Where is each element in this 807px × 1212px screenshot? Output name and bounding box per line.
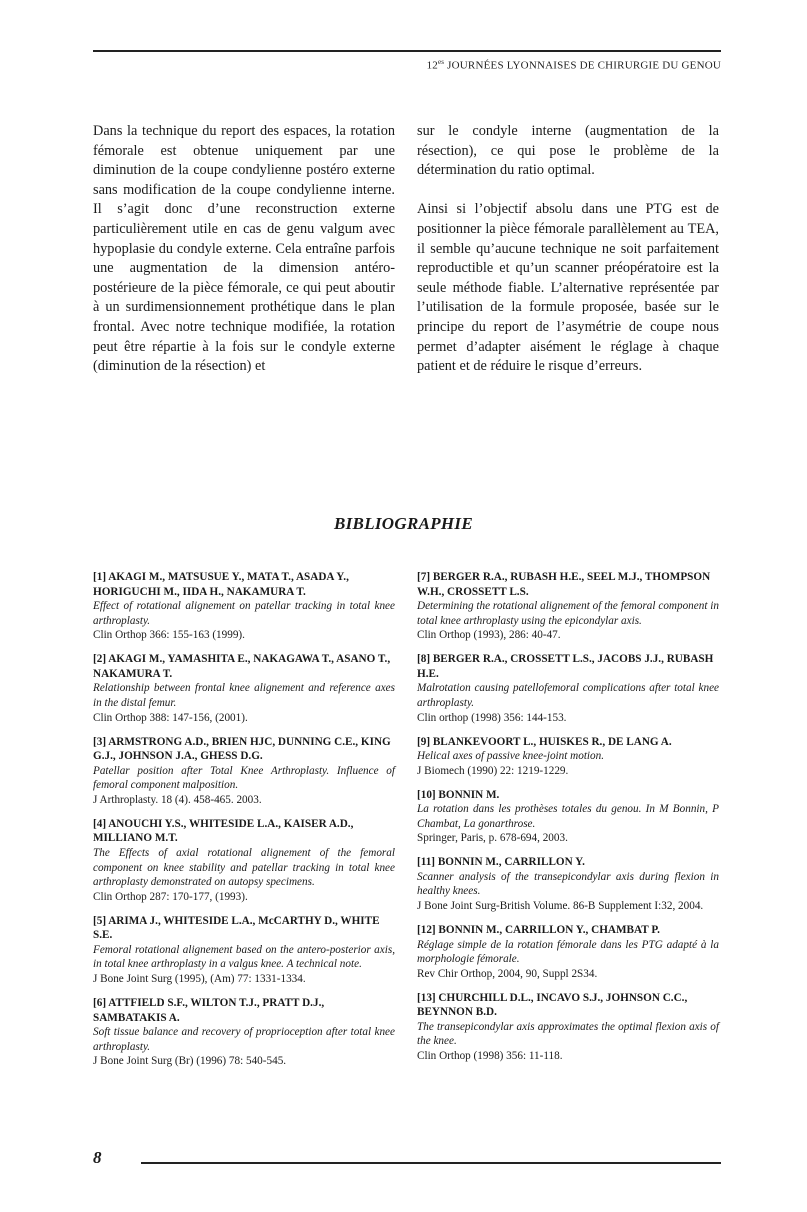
reference-item	[417, 570, 719, 643]
reference-source: J Arthroplasty. 18 (4). 458-465. 2003.	[93, 793, 262, 806]
header-title: JOURNÉES LYONNAISES DE CHIRURGIE DU GENOU	[444, 59, 721, 72]
reference-item	[417, 788, 719, 846]
reference-item	[417, 652, 719, 725]
reference-source: Springer, Paris, p. 678-694, 2003.	[417, 832, 568, 845]
reference-source: Clin Orthop 388: 147-156, (2001).	[93, 711, 248, 724]
reference-item	[417, 855, 719, 913]
reference-authors: [9] BLANKEVOORT L., HUISKES R., DE LANG A.	[417, 735, 672, 748]
reference-authors: [1] AKAGI M., MATSUSUE Y., MATA T., ASADA Y., HORIGUCHI M., IIDA H., NAKAMURA T.	[93, 571, 349, 598]
reference-authors: [5] ARIMA J., WHITESIDE L.A., McCARTHY D., WHITE S.E.	[93, 914, 380, 942]
reference-item	[93, 570, 395, 643]
reference-source: Clin Orthop (1993), 286: 40-47.	[417, 629, 561, 642]
body-paragraph: Dans la technique du report des espaces, la rotation fémorale est obtenue uniquement par une diminution de la coupe condylienne postéro externe sans modification de la coupe condylienne interne. Il s’agit donc d’une reconstruction externe particulièrement utile en cas de genu valgum avec hypoplasie du condyle externe. Cela entraîne parfois une augmentation de la dimension antéro-postérieure de la pièce fémorale, ce qui peut aboutir à un surdimensionnement prothétique dans le plan frontal. Avec notre technique modifiée, la rotation peut être répartie à la fois sur le condyle externe (diminution de la résection) et	[93, 123, 395, 375]
reference-authors: [10] BONNIN M.	[417, 788, 500, 801]
reference-title: Malrotation causing patellofemoral complications after total knee arthroplasty.	[417, 682, 719, 710]
reference-authors: [3] ARMSTRONG A.D., BRIEN HJC, DUNNING C.E., KING G.J., JOHNSON J.A., GHESS D.G.	[93, 735, 391, 763]
reference-source: Clin Orthop 366: 155-163 (1999).	[93, 629, 245, 642]
references-column-left	[93, 570, 395, 1078]
reference-source: Clin Orthop 287: 170-177, (1993).	[93, 890, 248, 903]
references-column-right	[417, 570, 719, 1073]
reference-title: Réglage simple de la rotation fémorale dans les PTG adapté à la morphologie fémorale.	[417, 938, 719, 966]
header-rule	[93, 50, 721, 52]
reference-source: J Biomech (1990) 22: 1219-1229.	[417, 764, 569, 777]
body-column-left	[93, 122, 395, 396]
reference-title: The transepicondylar axis approximates the optimal flexion axis of the knee.	[417, 1020, 719, 1048]
header-prefix: 12	[426, 59, 438, 72]
reference-title: Femoral rotational alignement based on the antero-posterior axis, in total knee arthroplasty in a valgus knee. A technical note.	[93, 943, 395, 971]
reference-title: Determining the rotational alignement of the femoral component in total knee arthroplasty using the epicondylar axis.	[417, 600, 719, 627]
footer-rule	[141, 1162, 721, 1164]
reference-authors: [13] CHURCHILL D.L., INCAVO S.J., JOHNSON C.C., BEYNNON B.D.	[417, 991, 688, 1019]
reference-authors: [11] BONNIN M., CARRILLON Y.	[417, 856, 585, 869]
reference-title: Helical axes of passive knee-joint motion.	[417, 750, 605, 763]
page-number: 8	[93, 1148, 102, 1167]
body-column-right	[417, 122, 719, 396]
reference-source: J Bone Joint Surg-British Volume. 86-B Supplement I:32, 2004.	[417, 900, 704, 913]
reference-source: J Bone Joint Surg (Br) (1996) 78: 540-545.	[93, 1055, 287, 1068]
reference-source: Rev Chir Orthop, 2004, 90, Suppl 2S34.	[417, 967, 598, 980]
reference-authors: [12] BONNIN M., CARRILLON Y., CHAMBAT P.	[417, 923, 660, 936]
reference-authors: [6] ATTFIELD S.F., WILTON T.J., PRATT D.J., SAMBATAKIS A.	[93, 996, 325, 1024]
reference-title: Patellar position after Total Knee Arthroplasty. Influence of femoral component malposition.	[93, 764, 395, 792]
reference-title: The Effects of axial rotational alignement of the femoral component on knee stability and patellar tracking in total knee arthroplasty demonstrated on autopsy specimens.	[93, 846, 395, 889]
reference-item	[417, 991, 719, 1064]
body-paragraph: Ainsi si l’objectif absolu dans une PTG est de positionner la pièce fémorale parallèlement au TEA, il semble qu’aucune technique ne soit parfaitement reproductible et qu’un scanner préopératoire est la seule méthode fiable. L’alternative représentée par l’utilisation de la formule proposée, basée sur le principe du report de l’asymétrie de coupe nous permet d’adapter aisément le réglage à chaque patient et de réduire le risque d’erreurs.	[417, 201, 719, 375]
reference-source: J Bone Joint Surg (1995), (Am) 77: 1331-1334.	[93, 973, 306, 986]
body-paragraph: sur le condyle interne (augmentation de la résection), ce qui pose le problème de la détermination du ratio optimal.	[417, 123, 719, 179]
reference-item	[93, 817, 395, 905]
reference-source: Clin Orthop (1998) 356: 11-118.	[417, 1050, 563, 1062]
reference-authors: [2] AKAGI M., YAMASHITA E., NAKAGAWA T., ASANO T., NAKAMURA T.	[93, 653, 391, 680]
reference-item	[417, 735, 719, 779]
running-header	[427, 58, 721, 72]
reference-title: Relationship between frontal knee alignement and reference axes in the distal femur.	[93, 682, 395, 710]
reference-item	[417, 923, 719, 981]
reference-item	[93, 914, 395, 987]
reference-authors: [7] BERGER R.A., RUBASH H.E., SEEL M.J., THOMPSON W.H., CROSSETT L.S.	[417, 571, 711, 598]
reference-title: Soft tissue balance and recovery of proprioception after total knee arthroplasty.	[93, 1026, 395, 1053]
reference-title: Effect of rotational alignement on patellar tracking in total knee arthroplasty.	[93, 600, 395, 627]
reference-source: Clin orthop (1998) 356: 144-153.	[417, 711, 567, 724]
bibliography-title: BIBLIOGRAPHIE	[334, 514, 473, 533]
reference-authors: [4] ANOUCHI Y.S., WHITESIDE L.A., KAISER A.D., MILLIANO M.T.	[93, 817, 354, 845]
header-superscript: es	[437, 58, 445, 66]
reference-item	[93, 652, 395, 725]
reference-title: La rotation dans les prothèses totales du genou. In M Bonnin, P Chambat, La gonarthrose.	[417, 803, 719, 830]
reference-item	[93, 996, 395, 1069]
reference-item	[93, 735, 395, 808]
reference-authors: [8] BERGER R.A., CROSSETT L.S., JACOBS J.J., RUBASH H.E.	[417, 653, 714, 680]
reference-title: Scanner analysis of the transepicondylar axis during flexion in healthy knees.	[417, 870, 719, 898]
